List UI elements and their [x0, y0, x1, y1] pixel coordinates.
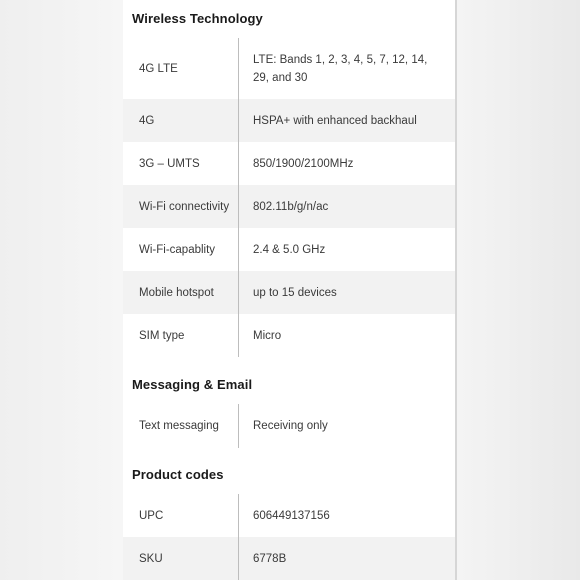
spec-value: 850/1900/2100MHz — [253, 157, 354, 170]
background-right — [457, 0, 580, 580]
spec-label: Wi-Fi connectivity — [123, 185, 239, 228]
background-left — [0, 0, 123, 580]
spec-value: LTE: Bands 1, 2, 3, 4, 5, 7, 12, 14, 29, and 30 — [253, 53, 428, 84]
spec-value: Micro — [253, 329, 282, 342]
spec-label: SIM type — [123, 314, 239, 357]
spec-row-wifi-capability — [123, 228, 455, 271]
spec-value: 606449137156 — [253, 509, 330, 522]
spec-label: UPC — [123, 494, 239, 537]
spec-value: 2.4 & 5.0 GHz — [253, 243, 326, 256]
panel-edge-divider — [455, 0, 457, 580]
spec-value: Receiving only — [253, 420, 328, 432]
spec-value: 802.11b/g/n/ac — [253, 200, 329, 213]
spec-label: 4G LTE — [123, 38, 239, 99]
section-title-wireless-technology: Wireless Technology — [132, 11, 263, 26]
spec-value: 6778B — [253, 552, 287, 565]
spec-label: Wi-Fi-capablity — [123, 228, 239, 271]
spec-row-wifi-connectivity — [123, 185, 455, 228]
spec-row-text-messaging — [123, 404, 455, 448]
spec-row-mobile-hotspot — [123, 271, 455, 314]
wireless-technology-table — [123, 38, 457, 357]
spec-row-3g-umts — [123, 142, 455, 185]
spec-label: Mobile hotspot — [123, 271, 239, 314]
spec-value: HSPA+ with enhanced backhaul — [253, 114, 417, 127]
product-codes-table — [123, 494, 457, 580]
spec-label: 3G – UMTS — [123, 142, 239, 185]
spec-label: Text messaging — [123, 404, 239, 448]
spec-row-sim-type — [123, 314, 455, 357]
spec-label: 4G — [123, 99, 239, 142]
spec-value: up to 15 devices — [253, 286, 337, 299]
spec-row-4g-lte — [123, 38, 455, 99]
section-title-product-codes: Product codes — [132, 467, 224, 482]
spec-row-4g — [123, 99, 455, 142]
spec-label: SKU — [123, 537, 239, 580]
specs-panel — [123, 0, 457, 580]
section-title-messaging-email: Messaging & Email — [132, 377, 253, 392]
spec-row-sku — [123, 537, 455, 580]
messaging-email-table — [123, 404, 457, 448]
spec-row-upc — [123, 494, 455, 537]
